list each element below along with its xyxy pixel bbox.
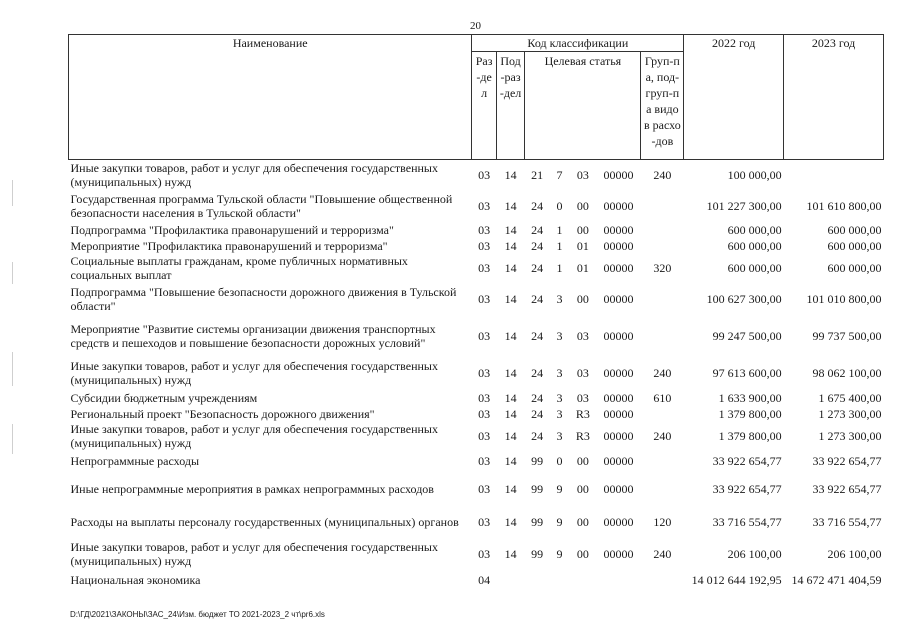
cell-c3: 03	[576, 390, 589, 405]
header-code: Код классификации	[472, 35, 684, 52]
cell-pr: 14	[504, 390, 517, 405]
cell-c1: 21	[531, 167, 544, 182]
cell-c3: R3	[575, 406, 590, 421]
cell-c1: 24	[531, 198, 544, 213]
cell-c4: 00000	[603, 428, 634, 443]
cell-c1: 99	[531, 546, 544, 561]
cell-pr: 14	[504, 328, 517, 343]
cell-vr	[641, 406, 684, 422]
cell-y2023: 101 010 800,00	[806, 291, 882, 306]
cell-y2023	[784, 160, 884, 190]
header-2022: 2022 год	[684, 35, 784, 160]
cell-y2022: 600 000,00	[727, 260, 782, 275]
cell-c1: 24	[531, 390, 544, 405]
cell-pr: 14	[504, 453, 517, 468]
cell-c4: 00000	[603, 453, 634, 468]
cell-name: Непрограммные расходы	[70, 453, 200, 468]
cell-y2022: 101 227 300,00	[706, 198, 782, 213]
cell-c3: 03	[576, 167, 589, 182]
cell-y2022: 97 613 600,00	[712, 365, 782, 380]
budget-table	[68, 34, 884, 590]
cell-c3: 01	[576, 260, 589, 275]
table-row	[69, 506, 884, 538]
cell-vr: 240	[653, 428, 672, 443]
margin-mark	[12, 180, 13, 206]
cell-c3: 00	[576, 291, 589, 306]
cell-y2023: 600 000,00	[827, 238, 882, 253]
cell-vr	[641, 450, 684, 472]
cell-y2022: 1 379 800,00	[718, 428, 782, 443]
table-row	[69, 570, 884, 590]
cell-c1: 24	[531, 238, 544, 253]
cell-c3: 00	[576, 514, 589, 529]
cell-c2: 7	[556, 167, 563, 182]
header-podrazdel: Под-раз-дел	[496, 52, 525, 160]
cell-y2022: 100 000,00	[727, 167, 782, 182]
header-group: Груп-па, под-груп-па видов расхо-дов	[641, 52, 684, 160]
cell-rz: 03	[478, 328, 491, 343]
cell-name: Подпрограмма "Повышение безопасности дорожного движения в Тульской области"	[70, 284, 457, 313]
cell-c4: 00000	[603, 222, 634, 237]
cell-rz: 03	[478, 453, 491, 468]
table-row	[69, 472, 884, 506]
cell-rz: 03	[478, 546, 491, 561]
cell-c3	[570, 570, 596, 590]
cell-vr	[641, 222, 684, 238]
cell-c4: 00000	[603, 238, 634, 253]
table-row	[69, 238, 884, 254]
cell-c3: 00	[576, 481, 589, 496]
cell-vr	[641, 190, 684, 222]
cell-c4: 00000	[603, 481, 634, 496]
cell-y2023: 101 610 800,00	[806, 198, 882, 213]
file-path-footer: D:\ГД\2021\ЗАКОНЫ\ЗАС_24\Изм. бюджет ТО 2021-2023_2 чт\рr6.xls	[70, 610, 325, 619]
cell-name: Иные закупки товаров, работ и услуг для обеспечения государственных (муниципальных) нужд	[70, 539, 438, 568]
cell-rz: 03	[478, 481, 491, 496]
header-name: Наименование	[69, 35, 472, 160]
cell-c2: 0	[556, 453, 563, 468]
table-body	[69, 160, 884, 590]
table-row	[69, 222, 884, 238]
cell-c3: 00	[576, 453, 589, 468]
cell-c2: 9	[556, 514, 563, 529]
margin-mark	[12, 352, 13, 386]
cell-y2022: 33 922 654,77	[712, 481, 782, 496]
cell-c2: 3	[556, 406, 563, 421]
cell-c2: 1	[556, 238, 563, 253]
table-row	[69, 160, 884, 190]
cell-rz: 03	[478, 291, 491, 306]
cell-vr	[641, 472, 684, 506]
cell-y2022: 33 922 654,77	[712, 453, 782, 468]
cell-y2022: 1 379 800,00	[718, 406, 782, 421]
cell-y2023: 600 000,00	[827, 222, 882, 237]
cell-c4: 00000	[603, 291, 634, 306]
cell-c2: 3	[556, 328, 563, 343]
cell-y2022: 14 012 644 192,95	[691, 572, 782, 587]
cell-vr	[641, 238, 684, 254]
cell-vr	[641, 316, 684, 356]
cell-y2023: 1 675 400,00	[818, 390, 882, 405]
cell-c4: 00000	[603, 546, 634, 561]
cell-y2023: 1 273 300,00	[818, 428, 882, 443]
cell-vr: 240	[653, 365, 672, 380]
cell-c1: 24	[531, 291, 544, 306]
cell-rz: 04	[478, 572, 491, 587]
cell-vr	[641, 282, 684, 316]
cell-c2: 3	[556, 291, 563, 306]
cell-c1: 99	[531, 481, 544, 496]
margin-mark	[12, 424, 13, 454]
cell-name: Иные непрограммные мероприятия в рамках непрограммных расходов	[70, 481, 434, 496]
cell-c4: 00000	[603, 514, 634, 529]
table-row	[69, 356, 884, 390]
cell-pr: 14	[504, 238, 517, 253]
cell-c1: 99	[531, 514, 544, 529]
cell-rz: 03	[478, 238, 491, 253]
cell-pr: 14	[504, 481, 517, 496]
table-row	[69, 254, 884, 282]
table-row	[69, 406, 884, 422]
cell-c2: 3	[556, 390, 563, 405]
cell-pr: 14	[504, 291, 517, 306]
cell-y2023: 99 737 500,00	[812, 328, 882, 343]
table-row	[69, 282, 884, 316]
cell-y2023: 33 716 554,77	[812, 514, 882, 529]
table-row	[69, 450, 884, 472]
cell-vr: 610	[653, 390, 672, 405]
margin-mark	[12, 262, 13, 284]
cell-c3: 00	[576, 222, 589, 237]
cell-name: Мероприятие "Развитие системы организации движения транспортных средств и пешеходов и повышение безопасности дорожных условий"	[70, 321, 436, 350]
cell-y2022: 600 000,00	[727, 222, 782, 237]
cell-y2023: 206 100,00	[827, 546, 882, 561]
cell-c3: 03	[576, 328, 589, 343]
cell-c2: 3	[556, 365, 563, 380]
cell-c3: 03	[576, 365, 589, 380]
cell-name: Расходы на выплаты персоналу государственных (муниципальных) органов	[70, 514, 459, 529]
cell-rz: 03	[478, 167, 491, 182]
cell-y2022: 33 716 554,77	[712, 514, 782, 529]
cell-c3: 01	[576, 238, 589, 253]
cell-c2	[549, 570, 569, 590]
cell-c1: 24	[531, 260, 544, 275]
cell-rz: 03	[478, 514, 491, 529]
cell-name: Национальная экономика	[70, 572, 201, 587]
cell-pr: 14	[504, 260, 517, 275]
cell-rz: 03	[478, 406, 491, 421]
header-2023: 2023 год	[784, 35, 884, 160]
cell-c2: 0	[556, 198, 563, 213]
cell-vr: 120	[653, 514, 672, 529]
cell-pr	[496, 570, 525, 590]
cell-c3: 00	[576, 198, 589, 213]
cell-pr: 14	[504, 167, 517, 182]
cell-rz: 03	[478, 428, 491, 443]
cell-c1: 99	[531, 453, 544, 468]
cell-vr: 240	[653, 546, 672, 561]
cell-c4: 00000	[603, 260, 634, 275]
cell-pr: 14	[504, 365, 517, 380]
cell-pr: 14	[504, 222, 517, 237]
cell-c4: 00000	[603, 328, 634, 343]
cell-c2: 1	[556, 260, 563, 275]
cell-y2023: 33 922 654,77	[812, 453, 882, 468]
cell-y2022: 206 100,00	[727, 546, 782, 561]
page-number: 20	[470, 20, 481, 32]
cell-y2023: 14 672 471 404,59	[791, 572, 882, 587]
cell-c2: 1	[556, 222, 563, 237]
header-target: Целевая статья	[525, 52, 641, 160]
cell-vr: 320	[653, 260, 672, 275]
table-row	[69, 190, 884, 222]
cell-name: Иные закупки товаров, работ и услуг для обеспечения государственных (муниципальных) нужд	[70, 421, 438, 450]
cell-pr: 14	[504, 198, 517, 213]
cell-c1: 24	[531, 428, 544, 443]
cell-name: Иные закупки товаров, работ и услуг для обеспечения государственных (муниципальных) нужд	[70, 160, 438, 189]
cell-y2022: 99 247 500,00	[712, 328, 782, 343]
cell-c4: 00000	[603, 198, 634, 213]
cell-c2: 9	[556, 481, 563, 496]
cell-y2023: 600 000,00	[827, 260, 882, 275]
cell-name: Мероприятие "Профилактика правонарушений и терроризма"	[70, 238, 388, 253]
cell-pr: 14	[504, 514, 517, 529]
cell-c2: 3	[556, 428, 563, 443]
cell-rz: 03	[478, 260, 491, 275]
table-row	[69, 422, 884, 450]
table-row	[69, 538, 884, 570]
cell-c4	[596, 570, 641, 590]
cell-c3: R3	[575, 428, 590, 443]
cell-pr: 14	[504, 406, 517, 421]
cell-vr	[641, 570, 684, 590]
cell-rz: 03	[478, 222, 491, 237]
cell-rz: 03	[478, 198, 491, 213]
cell-y2022: 1 633 900,00	[718, 390, 782, 405]
cell-c4: 00000	[603, 406, 634, 421]
cell-pr: 14	[504, 428, 517, 443]
cell-y2023: 98 062 100,00	[812, 365, 882, 380]
cell-c1: 24	[531, 406, 544, 421]
cell-c4: 00000	[603, 365, 634, 380]
cell-c1: 24	[531, 328, 544, 343]
cell-name: Субсидии бюджетным учреждениям	[70, 390, 258, 405]
cell-c1: 24	[531, 365, 544, 380]
table-row	[69, 390, 884, 406]
cell-y2023: 1 273 300,00	[818, 406, 882, 421]
cell-name: Иные закупки товаров, работ и услуг для обеспечения государственных (муниципальных) нужд	[70, 358, 438, 387]
cell-pr: 14	[504, 546, 517, 561]
cell-c1	[525, 570, 549, 590]
cell-c1: 24	[531, 222, 544, 237]
cell-y2022: 600 000,00	[727, 238, 782, 253]
cell-c3: 00	[576, 546, 589, 561]
cell-c2: 9	[556, 546, 563, 561]
cell-vr: 240	[653, 167, 672, 182]
cell-c4: 00000	[603, 390, 634, 405]
header-razdel: Раз-дел	[472, 52, 496, 160]
cell-y2022: 100 627 300,00	[706, 291, 782, 306]
cell-rz: 03	[478, 365, 491, 380]
cell-name: Социальные выплаты гражданам, кроме публичных нормативных социальных выплат	[70, 253, 408, 282]
cell-name: Подпрограмма "Профилактика правонарушений и терроризма"	[70, 222, 394, 237]
cell-c4: 00000	[603, 167, 634, 182]
cell-name: Региональный проект "Безопасность дорожного движения"	[70, 406, 375, 421]
cell-name: Государственная программа Тульской области "Повышение общественной безопасности населения в Тульской области"	[70, 191, 453, 220]
cell-rz: 03	[478, 390, 491, 405]
cell-y2023: 33 922 654,77	[812, 481, 882, 496]
table-row	[69, 316, 884, 356]
